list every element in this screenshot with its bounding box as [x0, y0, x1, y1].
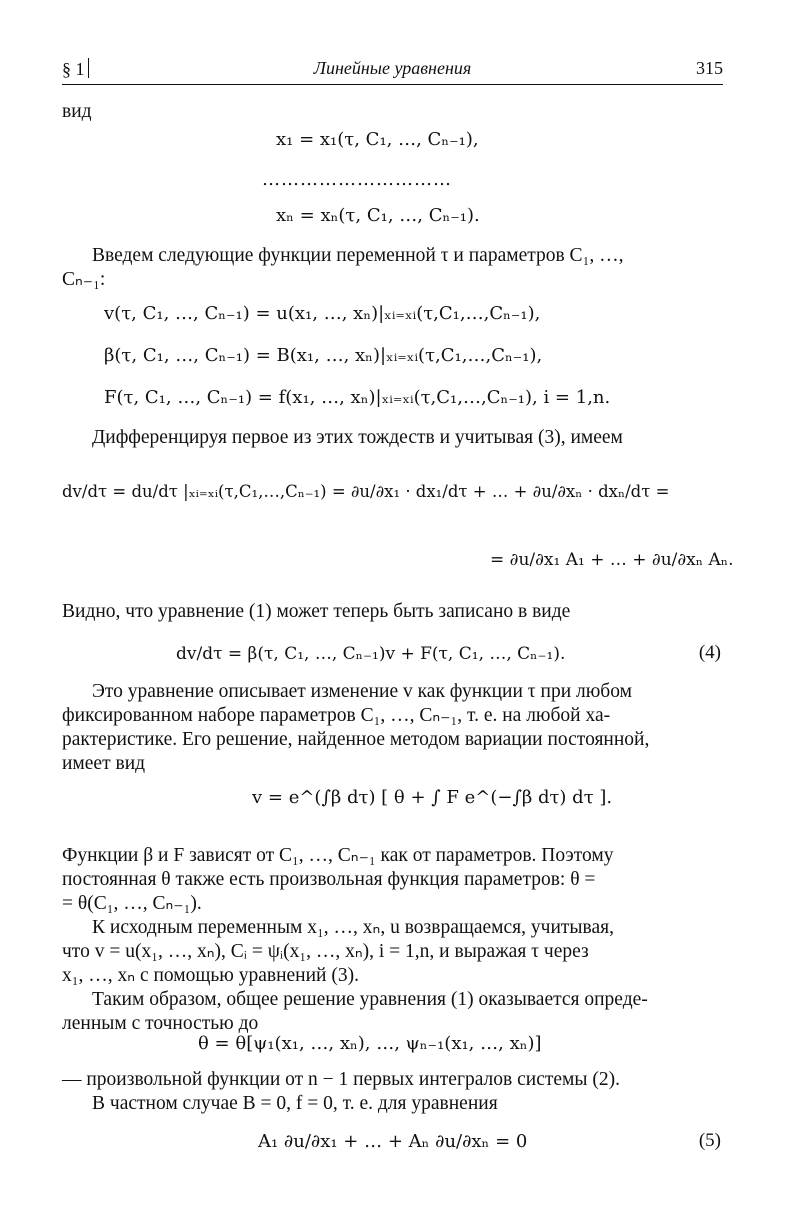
- equation-5: A₁ ∂u/∂x₁ + … + Aₙ ∂u/∂xₙ = 0: [258, 1131, 528, 1152]
- paragraph-line: Введем следующие функции переменной τ и параметров C₁, …,: [92, 245, 624, 266]
- equation-number: (4): [698, 642, 721, 663]
- paragraph-line: К исходным переменным x₁, …, xₙ, u возвращаемся, учитывая,: [92, 917, 614, 938]
- paragraph-line: рактеристике. Его решение, найденное методом вариации постоянной,: [62, 729, 650, 750]
- paragraph-line: имеет вид: [62, 753, 146, 774]
- paragraph-line: Таким образом, общее решение уравнения (1) оказывается опреде-: [92, 989, 648, 1010]
- page-number: 315: [696, 58, 723, 78]
- equation-x1: x₁ = x₁(τ, C₁, …, Cₙ₋₁),: [276, 129, 479, 150]
- paragraph-line: постоянная θ также есть произвольная функция параметров: θ =: [62, 869, 596, 890]
- equation-dots: …………………………: [262, 169, 452, 190]
- paragraph-line: фиксированном наборе параметров C₁, …, Cₙ₋₁, т. е. на любой ха-: [62, 705, 611, 726]
- chapter-title: Линейные уравнения: [313, 58, 472, 78]
- paragraph-line: Дифференцируя первое из этих тождеств и учитывая (3), имеем: [92, 427, 623, 448]
- equation-solution: v = e^(∫β dτ) [ θ + ∫ F e^(−∫β dτ) dτ ].: [252, 787, 613, 808]
- equation-4: dv/dτ = β(τ, C₁, …, Cₙ₋₁)v + F(τ, C₁, …, Cₙ₋₁).: [176, 644, 566, 664]
- equation-v: v(τ, C₁, …, Cₙ₋₁) = u(x₁, …, xₙ)|ₓᵢ₌ₓᵢ(τ,C₁,…,Cₙ₋₁),: [104, 303, 541, 324]
- section-mark: § 1: [62, 58, 89, 80]
- paragraph-line: что v = u(x₁, …, xₙ), Cᵢ = ψᵢ(x₁, …, xₙ), i = 1,n, и выражая τ через: [62, 941, 589, 962]
- running-header: [62, 58, 723, 85]
- paragraph-line: — произвольной функции от n − 1 первых интегралов системы (2).: [62, 1069, 620, 1090]
- text-line: вид: [62, 101, 92, 122]
- equation-beta: β(τ, C₁, …, Cₙ₋₁) = B(x₁, …, xₙ)|ₓᵢ₌ₓᵢ(τ,C₁,…,Cₙ₋₁),: [104, 345, 543, 366]
- paragraph-line: x₁, …, xₙ с помощью уравнений (3).: [62, 965, 359, 986]
- equation-theta: θ = θ[ψ₁(x₁, …, xₙ), …, ψₙ₋₁(x₁, …, xₙ)]: [198, 1033, 542, 1054]
- paragraph-line: Видно, что уравнение (1) может теперь быть записано в виде: [62, 601, 571, 622]
- equation-F: F(τ, C₁, …, Cₙ₋₁) = f(x₁, …, xₙ)|ₓᵢ₌ₓᵢ(τ,C₁,…,Cₙ₋₁), i = 1,n.: [104, 387, 611, 408]
- paragraph-line: ленным с точностью до: [62, 1013, 259, 1034]
- paragraph-line: Cₙ₋₁:: [62, 269, 106, 290]
- paragraph-line: Это уравнение описывает изменение v как функции τ при любом: [92, 681, 632, 702]
- paragraph-line: Функции β и F зависят от C₁, …, Cₙ₋₁ как от параметров. Поэтому: [62, 845, 614, 866]
- paragraph-line: = θ(C₁, …, Cₙ₋₁).: [62, 893, 202, 914]
- equation-derivative-cont: = ∂u/∂x₁ A₁ + … + ∂u/∂xₙ Aₙ.: [490, 550, 734, 570]
- equation-xn: xₙ = xₙ(τ, C₁, …, Cₙ₋₁).: [276, 205, 480, 226]
- equation-number: (5): [698, 1130, 721, 1151]
- equation-derivative: dv/dτ = du/dτ |ₓᵢ₌ₓᵢ(τ,C₁,…,Cₙ₋₁) = ∂u/∂x₁ · dx₁/dτ + … + ∂u/∂xₙ · dxₙ/dτ =: [62, 482, 670, 501]
- paragraph-line: В частном случае B = 0, f = 0, т. е. для уравнения: [92, 1093, 498, 1114]
